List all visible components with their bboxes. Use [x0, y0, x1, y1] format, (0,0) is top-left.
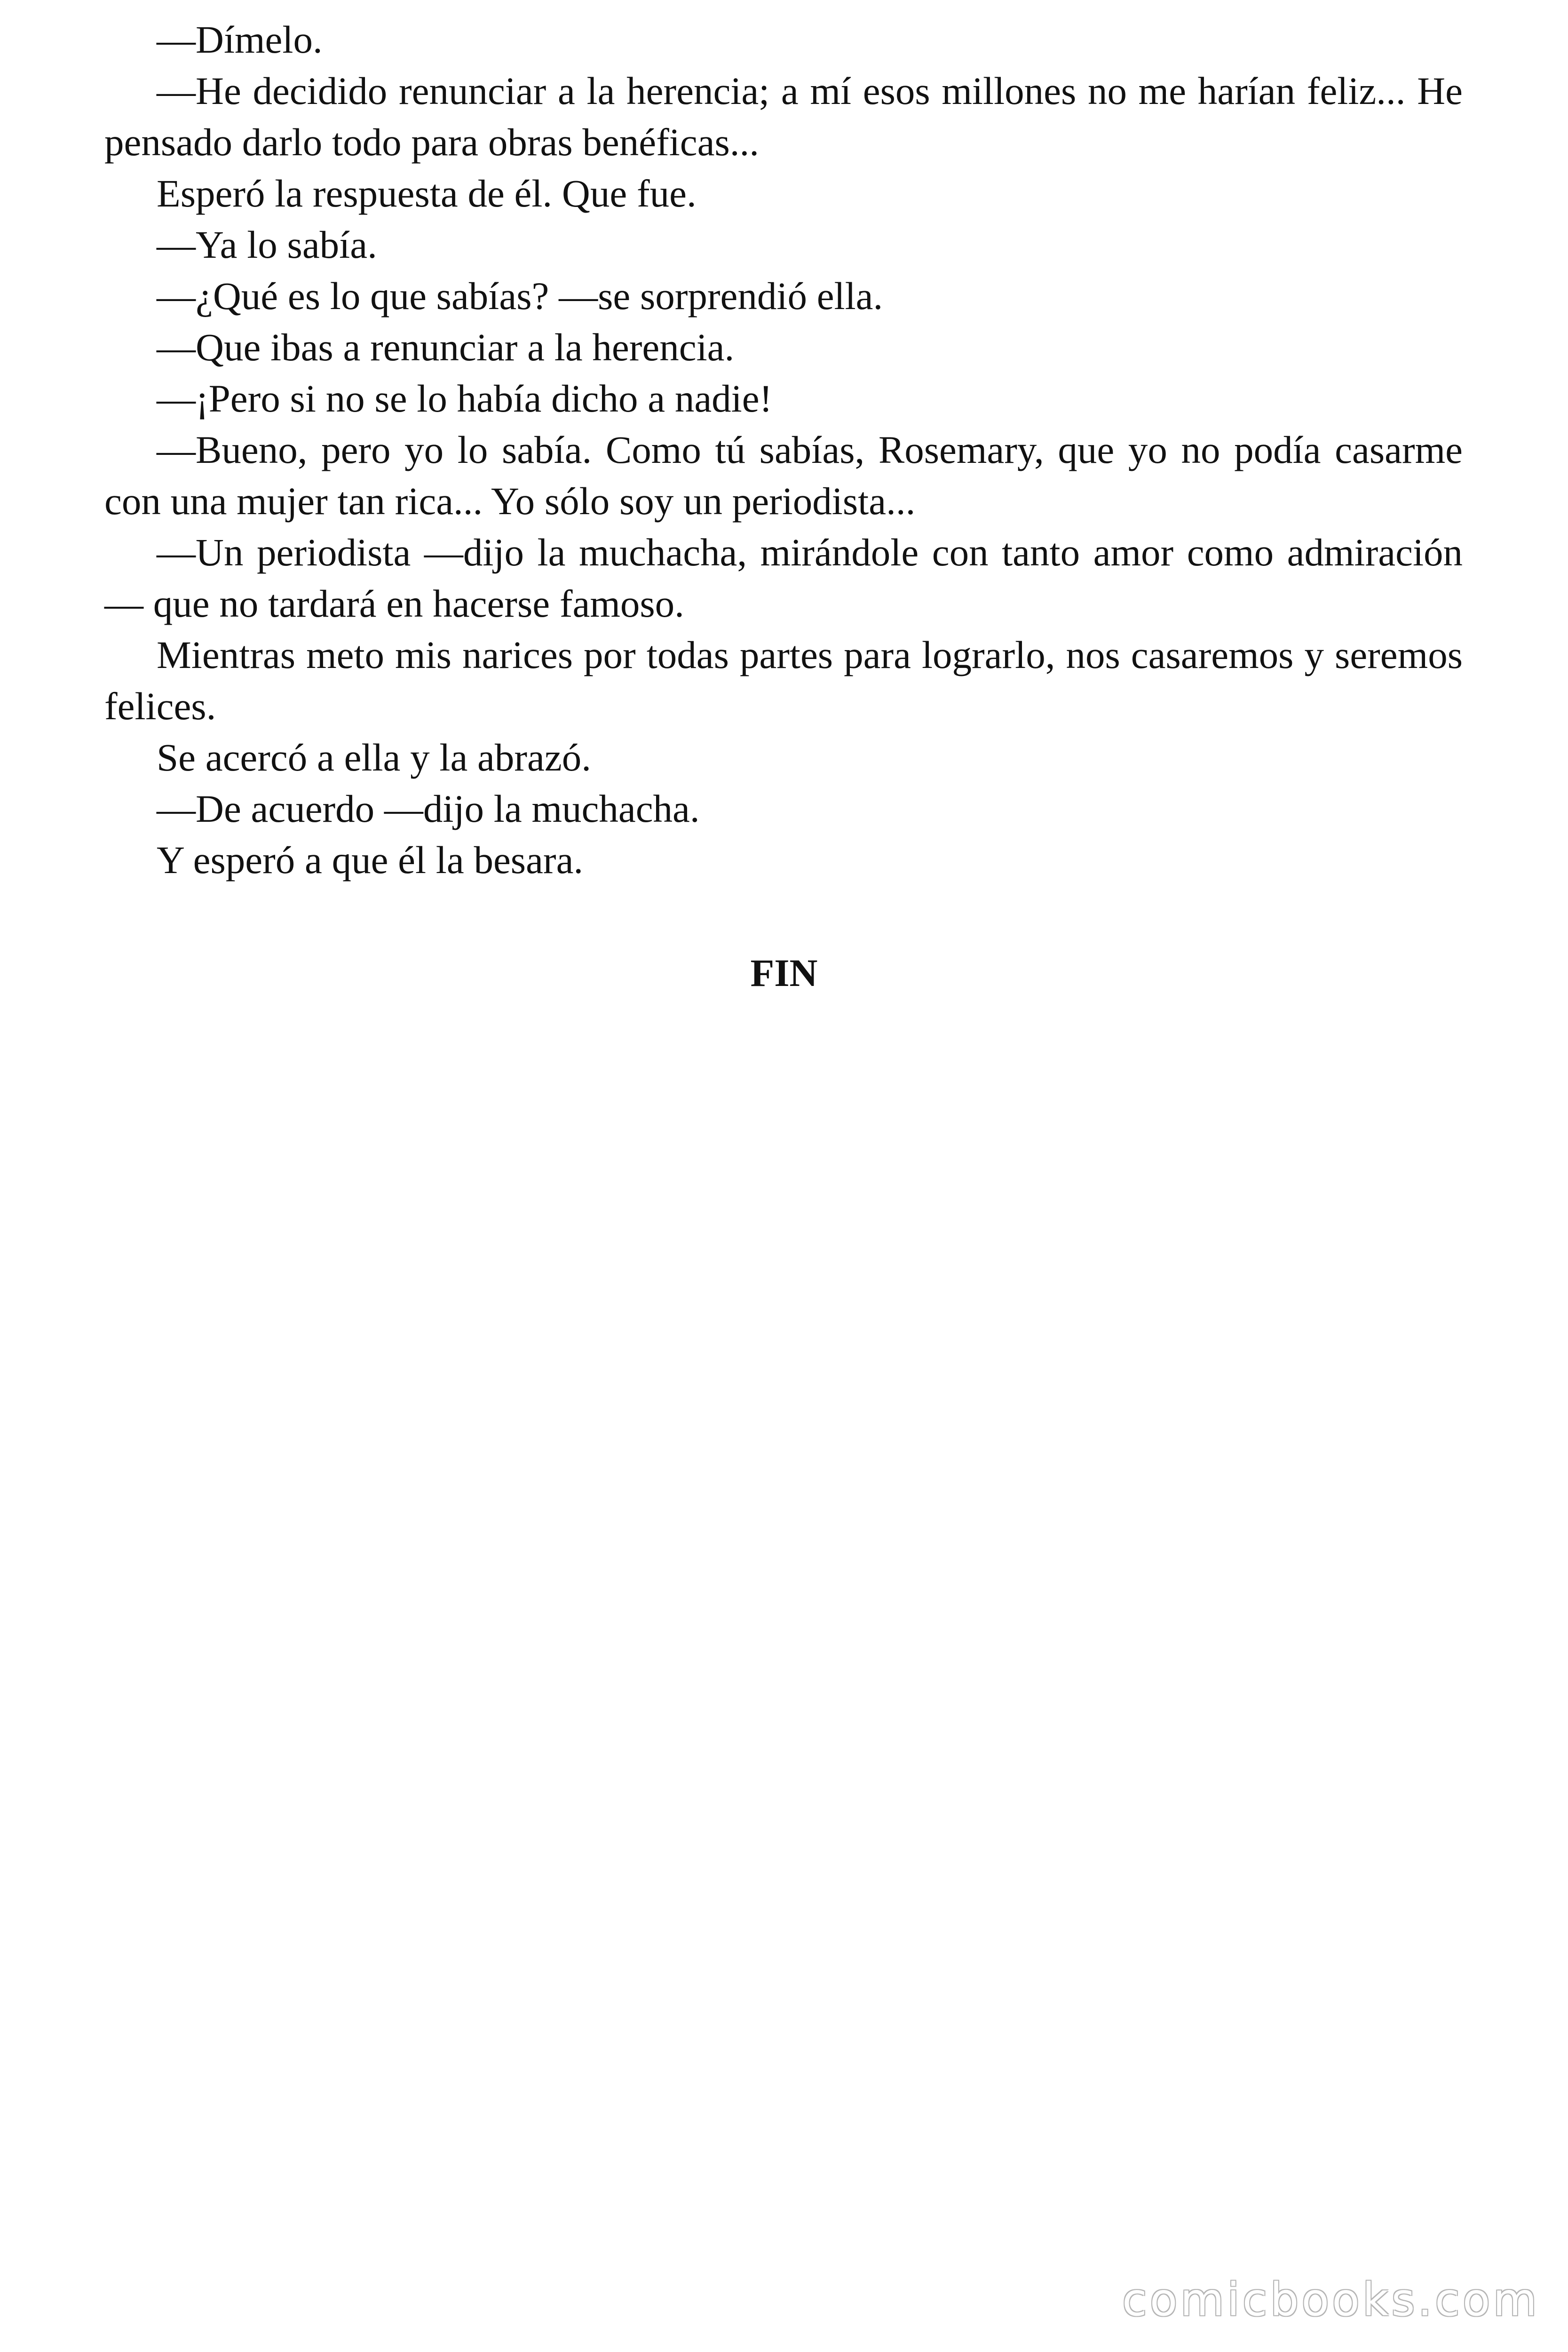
paragraph: —¿Qué es lo que sabías? —se sorprendió ella. — [157, 274, 883, 318]
paragraph: —He decidido renunciar a la herencia; a mí esos millones no me harían feliz... He pensado darlo todo para obras benéficas... — [104, 69, 1463, 164]
paragraph: Se acercó a ella y la abrazó. — [157, 736, 591, 779]
paragraph: Esperó la respuesta de él. Que fue. — [157, 172, 697, 215]
paragraph: —Ya lo sabía. — [157, 223, 377, 266]
paragraph: Mientras meto mis narices por todas partes para lograrlo, nos casaremos y seremos felices. — [104, 633, 1463, 728]
body-text — [104, 14, 1463, 886]
paragraph: —Que ibas a renunciar a la herencia. — [157, 326, 735, 369]
end-title: FIN — [750, 951, 818, 994]
paragraph: —De acuerdo —dijo la muchacha. — [157, 787, 700, 830]
watermark: comicbooks.com — [1122, 2273, 1540, 2326]
paragraph: —¡Pero si no se lo había dicho a nadie! — [157, 377, 773, 420]
paragraph: —Un periodista —dijo la muchacha, mirándole con tanto amor como admiración— que no tardará en hacerse famoso. — [104, 531, 1463, 625]
paragraph: —Bueno, pero yo lo sabía. Como tú sabías, Rosemary, que yo no podía casarme con una mujer tan rica... Yo sólo soy un periodista... — [104, 428, 1463, 523]
paragraph: —Dímelo. — [157, 18, 323, 61]
paragraph: Y esperó a que él la besara. — [157, 838, 584, 882]
